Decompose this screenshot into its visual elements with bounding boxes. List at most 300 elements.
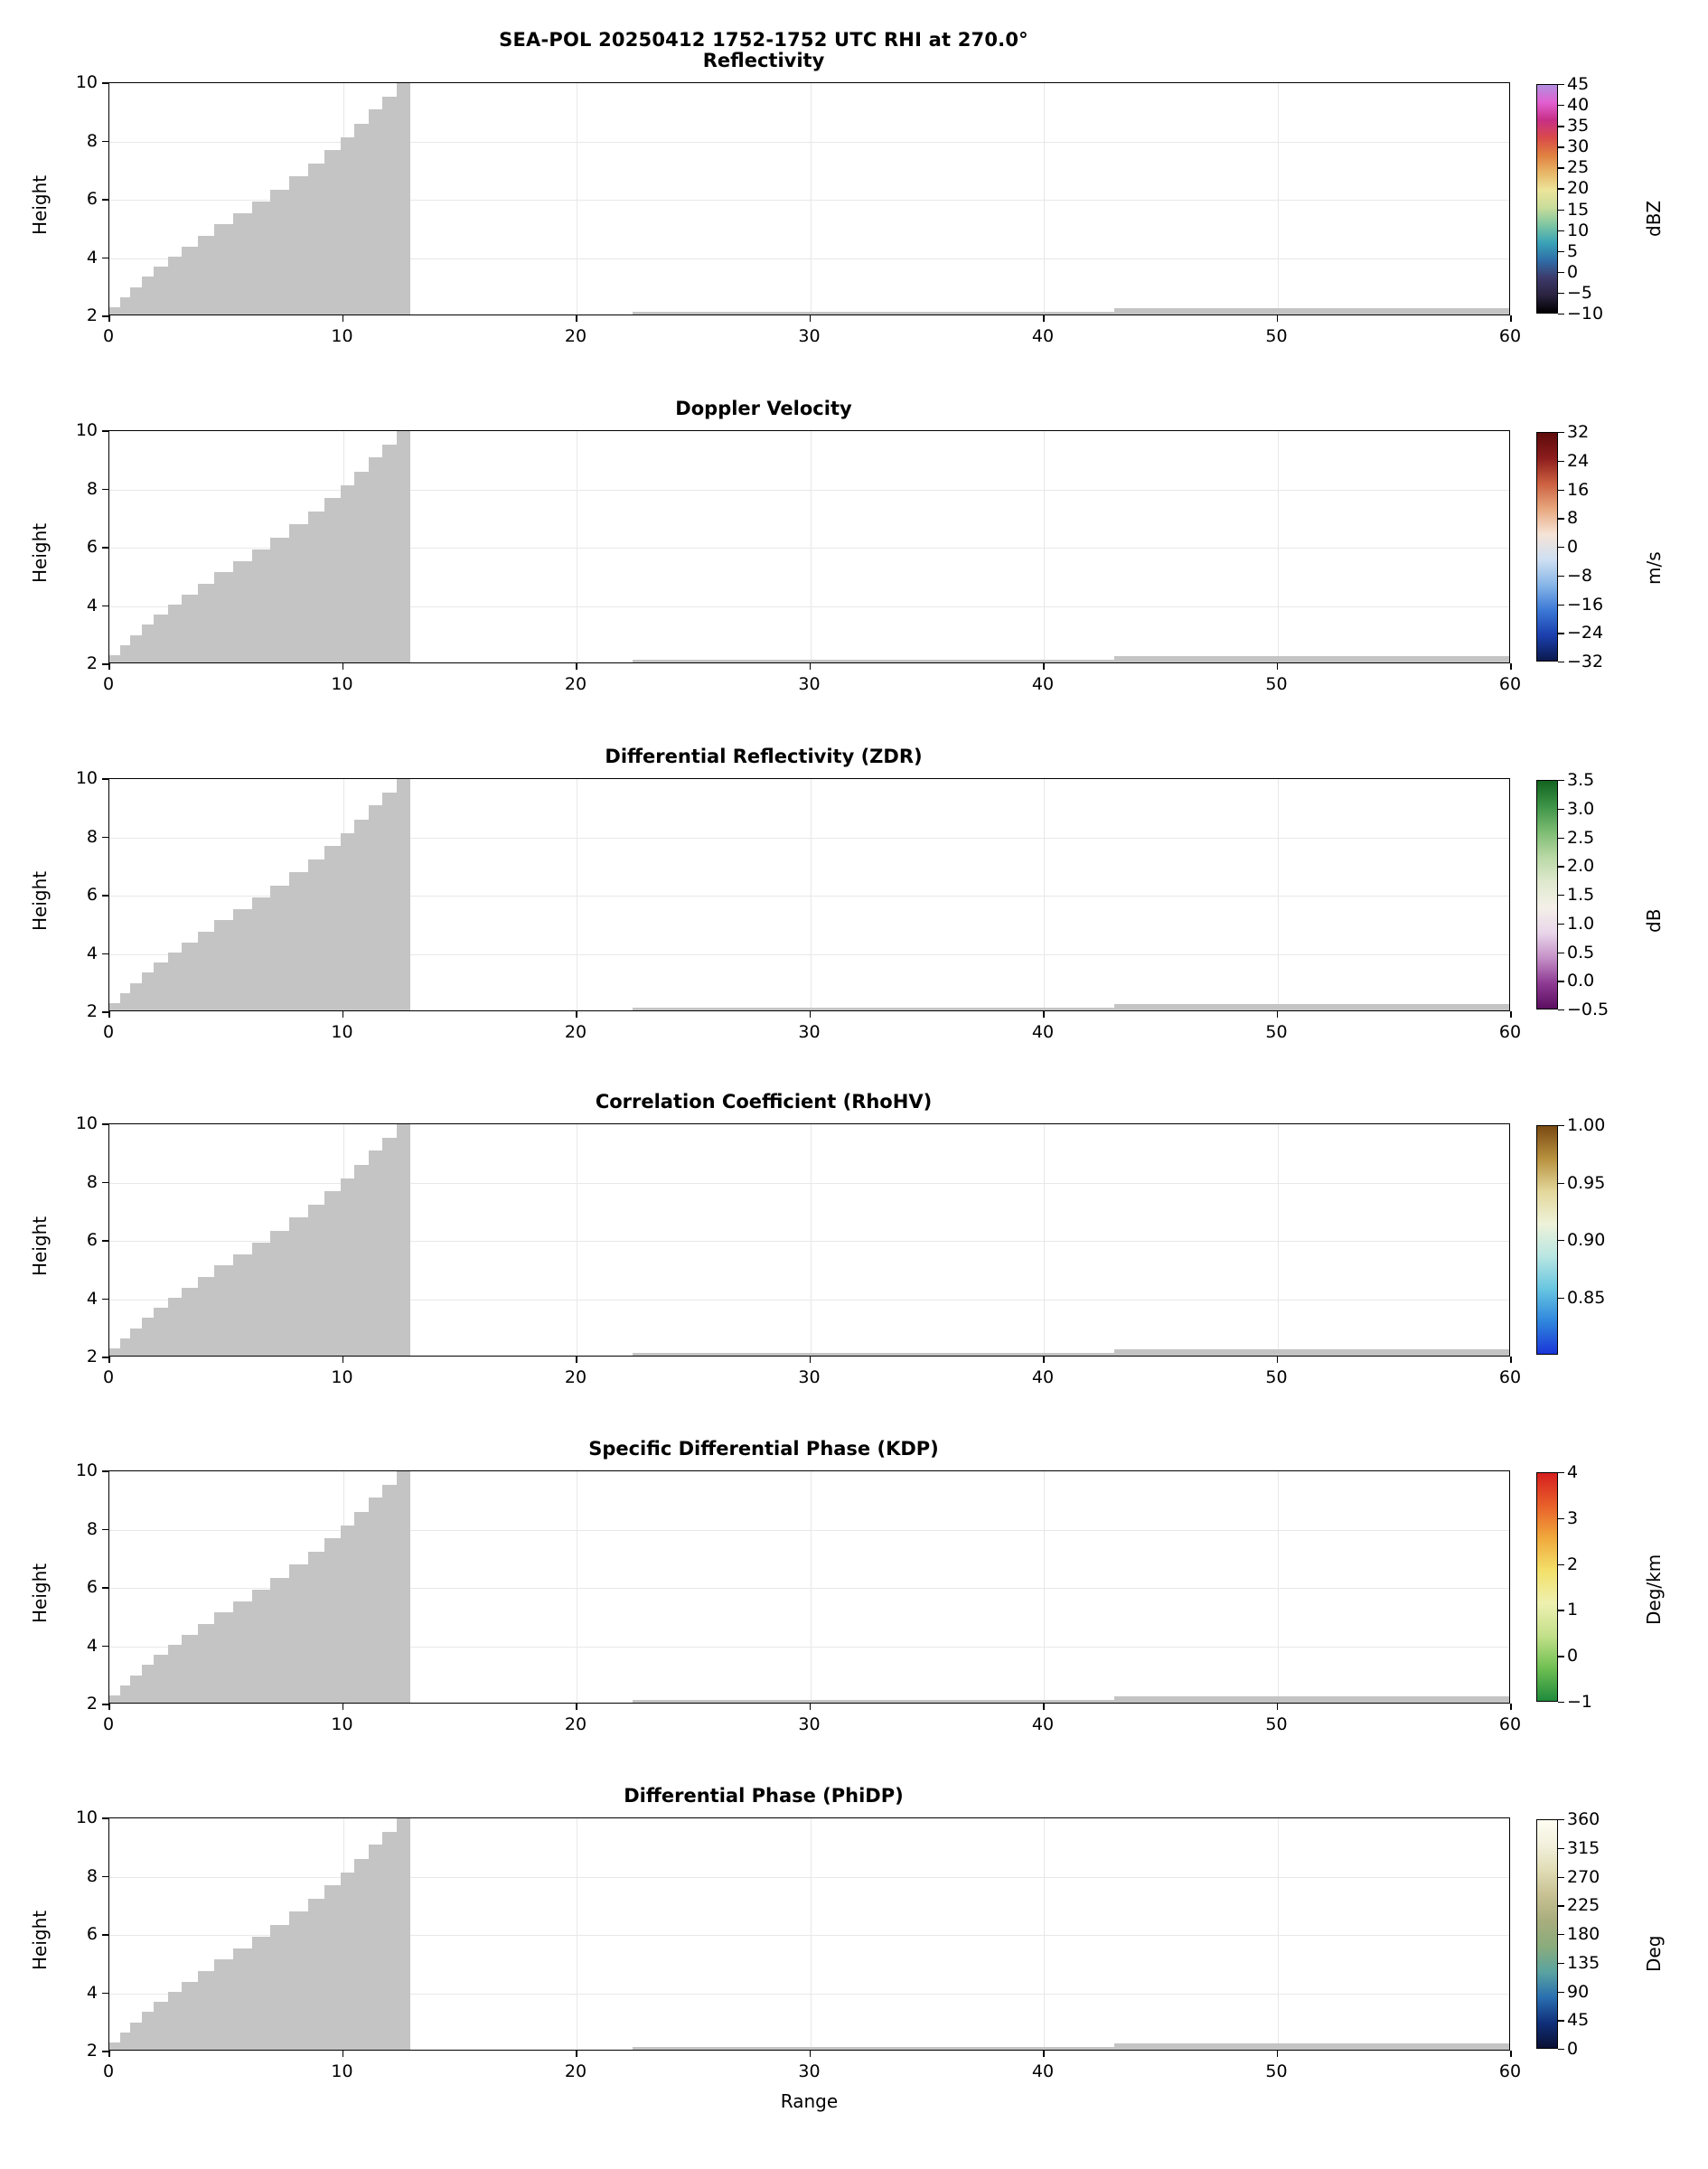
x-tickmark [108, 2051, 110, 2057]
x-tickmark [1277, 315, 1279, 322]
masked-data-region [120, 2033, 131, 2051]
colorbar-tick-label: 3.0 [1567, 798, 1595, 819]
y-tick-label: 8 [86, 826, 98, 847]
y-tick-label: 10 [75, 420, 98, 440]
masked-data-region [154, 1655, 168, 1704]
y-tickmark [102, 199, 108, 201]
y-tickmark [102, 82, 108, 84]
x-tick-label: 40 [1031, 326, 1055, 346]
masked-data-region [270, 1925, 289, 2051]
colorbar-tickmark [1558, 251, 1564, 252]
x-tick-label: 0 [102, 1022, 115, 1042]
y-tickmark [102, 2051, 108, 2052]
masked-data-region [289, 524, 308, 663]
x-tickmark [1277, 2051, 1279, 2057]
x-tickmark [576, 1011, 577, 1018]
colorbar-tickmark [1558, 576, 1564, 577]
colorbar-tick-label: −1 [1567, 1692, 1593, 1712]
masked-data-region [109, 307, 120, 315]
y-tick-label: 4 [86, 1635, 98, 1656]
colorbar-tick-label: 20 [1567, 178, 1590, 199]
x-tickmark [108, 1704, 110, 1710]
masked-data-region [289, 1217, 308, 1357]
y-axis-label: Height [29, 522, 51, 583]
y-tickmark [102, 895, 108, 897]
x-tickmark [1510, 1357, 1512, 1363]
masked-data-region [154, 2002, 168, 2051]
masked-data-region [1114, 2043, 1510, 2051]
colorbar-tick-label: 225 [1567, 1895, 1600, 1916]
x-tickmark [108, 1011, 110, 1018]
colorbar-tickmark [1558, 1934, 1564, 1935]
masked-data-region [130, 1676, 142, 1704]
masked-data-region [198, 1971, 214, 2051]
colorbar-tickmark [1558, 230, 1564, 231]
masked-data-region [252, 1243, 271, 1357]
plot-area [108, 1470, 1510, 1704]
colorbar-tick-label: 1.0 [1567, 913, 1595, 934]
x-tick-label: 30 [798, 1022, 821, 1042]
masked-data-region [354, 124, 369, 315]
colorbar-tickmark [1558, 1009, 1564, 1010]
colorbar-tickmark [1558, 895, 1564, 896]
colorbar-tickmark [1558, 146, 1564, 147]
colorbar-tickmark [1558, 293, 1564, 294]
colorbar-tick-label: 24 [1567, 450, 1590, 471]
y-tickmark [102, 430, 108, 432]
x-tick-label: 10 [331, 1367, 353, 1387]
colorbar-unit-label: dB [1643, 908, 1665, 933]
colorbar-tickmark [1558, 432, 1564, 433]
x-tick-label: 20 [564, 2061, 587, 2081]
masked-data-region [233, 1254, 252, 1357]
colorbar-tickmark [1558, 461, 1564, 462]
colorbar-tickmark [1558, 1702, 1564, 1703]
colorbar-tick-label: 16 [1567, 479, 1590, 500]
colorbar-tickmark [1558, 547, 1564, 548]
masked-data-region [324, 1191, 341, 1357]
x-tick-label: 30 [798, 326, 821, 346]
x-tickmark [576, 1357, 577, 1363]
masked-data-region [109, 1695, 120, 1704]
x-tick-label: 40 [1031, 1367, 1055, 1387]
x-tick-label: 20 [564, 1367, 587, 1387]
masked-data-region [154, 267, 168, 315]
panel-title: Differential Reflectivity (ZDR) [605, 746, 923, 767]
y-tickmark [102, 663, 108, 665]
y-tick-label: 4 [86, 595, 98, 615]
gridline-vertical [811, 779, 812, 1010]
y-tickmark [102, 489, 108, 491]
masked-data-region [120, 645, 131, 663]
y-tick-label: 8 [86, 1171, 98, 1192]
x-tickmark [1277, 1357, 1279, 1363]
masked-data-region [233, 909, 252, 1012]
y-tick-label: 2 [86, 2041, 98, 2061]
x-tick-label: 50 [1265, 1714, 1288, 1734]
masked-data-region [109, 655, 120, 663]
x-tickmark [1510, 315, 1512, 322]
masked-data-region [289, 1564, 308, 1704]
y-tick-label: 4 [86, 1982, 98, 2003]
masked-data-region [341, 1178, 355, 1357]
figure-suptitle: SEA-POL 20250412 1752-1752 UTC RHI at 270.0° [499, 29, 1028, 51]
masked-data-region [182, 595, 198, 663]
colorbar-tickmark [1558, 924, 1564, 925]
y-tickmark [102, 1011, 108, 1013]
colorbar-tick-label: 35 [1567, 116, 1590, 136]
masked-data-region [289, 176, 308, 315]
masked-data-region [252, 1590, 271, 1704]
y-tick-label: 2 [86, 1347, 98, 1366]
masked-data-region [142, 2012, 154, 2051]
y-tick-label: 4 [86, 247, 98, 268]
gridline-vertical [1044, 1471, 1045, 1703]
gridline-horizontal [109, 142, 1509, 143]
colorbar-tick-label: 0 [1567, 2039, 1579, 2059]
masked-data-region [142, 1665, 154, 1704]
colorbar-tick-label: 180 [1567, 1924, 1600, 1944]
colorbar-tickmark [1558, 188, 1564, 189]
x-tick-label: 20 [564, 1714, 587, 1734]
masked-data-region [168, 1992, 183, 2051]
masked-data-region [252, 1937, 271, 2051]
colorbar-tick-label: 2.5 [1567, 827, 1595, 848]
x-tickmark [576, 663, 577, 670]
colorbar-tick-label: 30 [1567, 136, 1590, 157]
masked-data-region [633, 1700, 1114, 1704]
masked-data-region [308, 1552, 324, 1704]
x-tick-label: 30 [798, 1367, 821, 1387]
colorbar-tick-label: −8 [1567, 565, 1593, 586]
masked-data-region [182, 943, 198, 1011]
colorbar [1536, 1819, 1558, 2049]
masked-data-region [233, 1948, 252, 2052]
panel-title: Reflectivity [702, 50, 825, 71]
gridline-horizontal [109, 838, 1509, 839]
colorbar-tick-label: 8 [1567, 508, 1579, 529]
masked-data-region [120, 297, 131, 315]
gridline-horizontal [109, 490, 1509, 491]
masked-data-region [382, 1832, 397, 2052]
masked-data-region [633, 312, 1114, 315]
masked-data-region [382, 1485, 397, 1704]
colorbar-tickmark [1558, 490, 1564, 491]
masked-data-region [198, 1624, 214, 1704]
colorbar-unit-label: Deg/km [1643, 1554, 1665, 1625]
plot-area [108, 430, 1510, 663]
masked-data-region [369, 805, 383, 1011]
masked-data-region [154, 1308, 168, 1357]
x-tick-label: 50 [1265, 1022, 1288, 1042]
masked-data-region [1114, 1696, 1510, 1704]
y-tickmark [102, 837, 108, 839]
masked-data-region [308, 512, 324, 663]
colorbar-tick-label: 315 [1567, 1837, 1600, 1858]
y-tick-label: 10 [75, 72, 98, 92]
masked-data-region [214, 920, 233, 1011]
colorbar-tickmark [1558, 1240, 1564, 1241]
colorbar-tick-label: 1 [1567, 1600, 1579, 1620]
x-tickmark [343, 663, 344, 670]
masked-data-region [382, 1138, 397, 1357]
x-tickmark [108, 1357, 110, 1363]
colorbar [1536, 432, 1558, 662]
colorbar-unit-label: m/s [1643, 551, 1665, 585]
y-tickmark [102, 606, 108, 607]
masked-data-region [341, 833, 355, 1011]
y-tickmark [102, 953, 108, 955]
chart-panel [0, 1091, 1708, 1420]
plot-area [108, 778, 1510, 1011]
y-axis-label: Height [29, 174, 51, 235]
masked-data-region [341, 485, 355, 663]
masked-data-region [324, 1885, 341, 2051]
masked-data-region [1114, 1004, 1510, 1011]
gridline-vertical [1044, 1818, 1045, 2050]
colorbar-tick-label: −32 [1567, 652, 1604, 671]
colorbar-tick-label: 10 [1567, 220, 1590, 240]
x-tickmark [810, 1357, 812, 1363]
masked-data-region [233, 1601, 252, 1704]
colorbar-tickmark [1558, 518, 1564, 519]
x-tick-label: 40 [1031, 674, 1055, 694]
y-tickmark [102, 258, 108, 259]
colorbar-tick-label: 360 [1567, 1809, 1600, 1829]
masked-data-region [354, 1512, 369, 1704]
colorbar-tick-label: −16 [1567, 594, 1604, 615]
masked-data-region [130, 2023, 142, 2051]
y-tickmark [102, 1299, 108, 1300]
x-tickmark [1043, 1357, 1045, 1363]
y-tick-label: 8 [86, 1865, 98, 1886]
masked-data-region [270, 886, 289, 1011]
gridline-vertical [1278, 1818, 1279, 2050]
x-tick-label: 0 [102, 1367, 115, 1387]
x-tickmark [108, 663, 110, 670]
masked-data-region [130, 1329, 142, 1357]
y-tickmark [102, 1817, 108, 1819]
y-tickmark [102, 547, 108, 549]
masked-data-region [308, 859, 324, 1011]
x-tick-label: 0 [102, 2061, 115, 2081]
masked-data-region [397, 1124, 411, 1357]
colorbar-tickmark [1558, 314, 1564, 315]
x-tick-label: 60 [1498, 1714, 1522, 1734]
masked-data-region [233, 213, 252, 316]
colorbar-tick-label: 5 [1567, 240, 1579, 261]
x-tickmark [576, 2051, 577, 2057]
chart-panel [0, 398, 1708, 727]
x-tick-label: 0 [102, 674, 115, 694]
masked-data-region [168, 953, 183, 1011]
colorbar [1536, 84, 1558, 314]
masked-data-region [214, 224, 233, 315]
colorbar-tick-label: −24 [1567, 623, 1604, 643]
x-tickmark [810, 2051, 812, 2057]
x-tickmark [1277, 663, 1279, 670]
masked-data-region [397, 83, 411, 315]
x-tickmark [343, 1704, 344, 1710]
colorbar-tick-label: 135 [1567, 1952, 1600, 1973]
gridline-vertical [1278, 1124, 1279, 1356]
masked-data-region [341, 1873, 355, 2051]
y-tickmark [102, 1240, 108, 1242]
plot-area [108, 82, 1510, 315]
masked-data-region [324, 498, 341, 663]
masked-data-region [324, 846, 341, 1011]
colorbar-tickmark [1558, 1472, 1564, 1473]
panel-title: Doppler Velocity [675, 398, 852, 419]
masked-data-region [1114, 1349, 1510, 1357]
x-tick-label: 40 [1031, 2061, 1055, 2081]
colorbar-tickmark [1558, 1518, 1564, 1519]
colorbar-tickmark [1558, 126, 1564, 127]
y-axis-label: Height [29, 1216, 51, 1276]
y-tick-label: 10 [75, 1808, 98, 1827]
masked-data-region [168, 1645, 183, 1704]
colorbar-tick-label: 25 [1567, 157, 1590, 178]
masked-data-region [214, 1612, 233, 1704]
gridline-horizontal [109, 1530, 1509, 1531]
colorbar-tick-label: 0 [1567, 261, 1579, 282]
masked-data-region [341, 1526, 355, 1704]
x-tick-label: 50 [1265, 326, 1288, 346]
masked-data-region [382, 793, 397, 1012]
masked-data-region [397, 1818, 411, 2051]
x-tick-label: 40 [1031, 1714, 1055, 1734]
x-tick-label: 10 [331, 326, 353, 346]
x-tick-label: 60 [1498, 326, 1522, 346]
colorbar-unit-label: dBZ [1643, 200, 1665, 237]
x-tick-label: 10 [331, 2061, 353, 2081]
y-tick-label: 2 [86, 1001, 98, 1021]
x-tickmark [1043, 1011, 1045, 1018]
colorbar-tick-label: −10 [1567, 304, 1604, 324]
colorbar-tick-label: −5 [1567, 282, 1593, 303]
colorbar [1536, 780, 1558, 1009]
y-tick-label: 2 [86, 305, 98, 325]
x-tickmark [1510, 1704, 1512, 1710]
masked-data-region [369, 1498, 383, 1704]
x-tickmark [810, 663, 812, 670]
panel-title: Correlation Coefficient (RhoHV) [595, 1091, 933, 1113]
masked-data-region [270, 1231, 289, 1357]
chart-panel [0, 1438, 1708, 1767]
masked-data-region [198, 1277, 214, 1357]
masked-data-region [270, 1578, 289, 1704]
y-tick-label: 2 [86, 653, 98, 673]
x-tickmark [108, 315, 110, 322]
colorbar-tick-label: 3.5 [1567, 770, 1595, 790]
colorbar-tick-label: 2.0 [1567, 856, 1595, 877]
gridline-horizontal [109, 1877, 1509, 1878]
colorbar-tick-label: 270 [1567, 1866, 1600, 1887]
x-tick-label: 50 [1265, 2061, 1288, 2081]
x-tick-label: 10 [331, 1714, 353, 1734]
x-tickmark [343, 2051, 344, 2057]
y-tickmark [102, 1182, 108, 1184]
masked-data-region [233, 561, 252, 664]
x-tick-label: 40 [1031, 1022, 1055, 1042]
masked-data-region [308, 164, 324, 315]
x-tickmark [1277, 1704, 1279, 1710]
colorbar [1536, 1472, 1558, 1702]
y-tick-label: 6 [86, 189, 98, 209]
colorbar-tickmark [1558, 1656, 1564, 1657]
chart-panel [0, 746, 1708, 1075]
masked-data-region [633, 660, 1114, 663]
colorbar-tick-label: 0 [1567, 537, 1579, 557]
y-tick-label: 10 [75, 1460, 98, 1480]
x-tickmark [576, 315, 577, 322]
masked-data-region [382, 97, 397, 316]
gridline-vertical [1278, 779, 1279, 1010]
masked-data-region [120, 1338, 131, 1357]
x-tickmark [1510, 663, 1512, 670]
masked-data-region [1114, 656, 1510, 663]
masked-data-region [214, 1265, 233, 1357]
masked-data-region [182, 1288, 198, 1357]
masked-data-region [182, 247, 198, 315]
colorbar-tickmark [1558, 1183, 1564, 1184]
gridline-vertical [1044, 431, 1045, 662]
masked-data-region [168, 257, 183, 315]
x-tickmark [1043, 1704, 1045, 1710]
masked-data-region [130, 287, 142, 315]
colorbar-tick-label: 0.5 [1567, 942, 1595, 962]
masked-data-region [354, 1859, 369, 2051]
masked-data-region [109, 1003, 120, 1011]
colorbar-tickmark [1558, 272, 1564, 273]
x-tickmark [1043, 2051, 1045, 2057]
x-tickmark [1277, 1011, 1279, 1018]
y-tickmark [102, 1993, 108, 1995]
colorbar-tickmark [1558, 167, 1564, 168]
masked-data-region [168, 605, 183, 663]
masked-data-region [154, 962, 168, 1011]
gridline-horizontal [109, 1183, 1509, 1184]
gridline-vertical [811, 1471, 812, 1703]
y-axis-label: Height [29, 1563, 51, 1623]
x-tickmark [1510, 2051, 1512, 2057]
masked-data-region [142, 277, 154, 315]
masked-data-region [252, 202, 271, 315]
masked-data-region [182, 1982, 198, 2051]
colorbar-tickmark [1558, 84, 1564, 85]
colorbar-tickmark [1558, 1992, 1564, 1993]
panel-title: Specific Differential Phase (KDP) [588, 1438, 939, 1460]
y-tick-label: 4 [86, 1288, 98, 1309]
gridline-vertical [811, 83, 812, 315]
masked-data-region [142, 624, 154, 663]
x-tickmark [810, 315, 812, 322]
x-axis-label: Range [780, 2090, 839, 2112]
x-tick-label: 30 [798, 2061, 821, 2081]
y-tickmark [102, 1646, 108, 1648]
masked-data-region [354, 1165, 369, 1357]
colorbar-tick-label: 45 [1567, 2010, 1590, 2031]
plot-area [108, 1817, 1510, 2051]
masked-data-region [633, 1008, 1114, 1011]
colorbar-tickmark [1558, 2049, 1564, 2050]
colorbar-tickmark [1558, 1298, 1564, 1299]
y-tickmark [102, 1876, 108, 1878]
colorbar-tickmark [1558, 1905, 1564, 1906]
colorbar-tick-label: 0.0 [1567, 971, 1595, 991]
colorbar-tick-label: 15 [1567, 199, 1590, 220]
colorbar-tickmark [1558, 105, 1564, 106]
